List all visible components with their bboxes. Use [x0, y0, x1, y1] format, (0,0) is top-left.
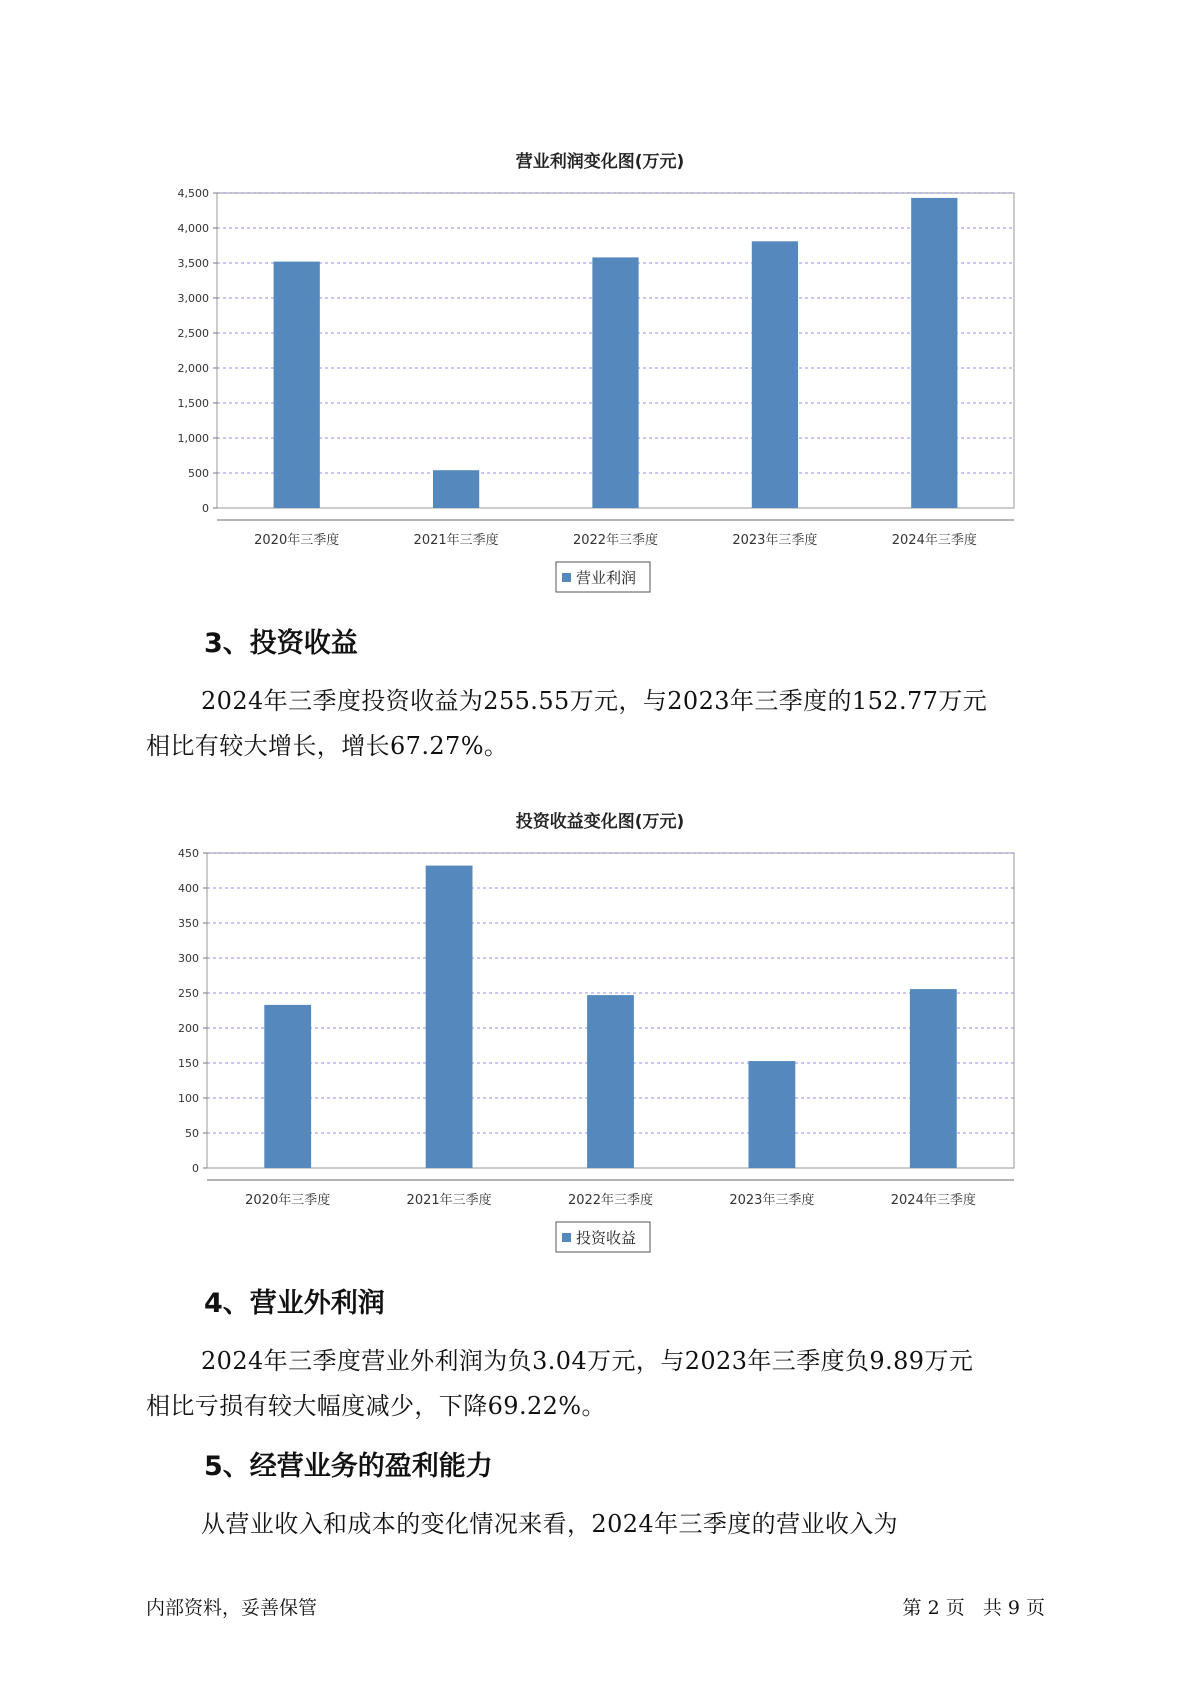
y-tick-label: 1,500 [177, 397, 209, 410]
legend-label: 投资收益 [576, 1229, 637, 1247]
paragraph-line: 相比有较大增长，增长67.27%。 [146, 732, 509, 760]
paragraph-line: 从营业收入和成本的变化情况来看，2024年三季度的营业收入为 [201, 1510, 899, 1538]
profitability-paragraph [146, 1502, 1046, 1547]
y-tick-label: 150 [178, 1057, 199, 1070]
bar [433, 470, 479, 508]
bar [587, 995, 634, 1168]
y-tick-label: 300 [178, 952, 199, 965]
y-tick-label: 2,500 [177, 327, 209, 340]
operating-profit-chart-svg [0, 140, 1191, 595]
x-tick-label: 2020年三季度 [254, 533, 340, 548]
x-tick-label: 2024年三季度 [891, 533, 977, 548]
bar [910, 989, 957, 1168]
y-tick-label: 3,500 [177, 257, 209, 270]
investment-income-chart-svg [0, 800, 1191, 1255]
y-tick-label: 2,000 [177, 362, 209, 375]
bar [752, 241, 798, 508]
x-tick-label: 2023年三季度 [729, 1193, 815, 1208]
bar [748, 1061, 795, 1168]
investment-income-chart [0, 800, 1191, 1255]
bar [264, 1005, 311, 1168]
x-tick-label: 2021年三季度 [406, 1193, 492, 1208]
legend-swatch [562, 1233, 571, 1242]
non-operating-profit-paragraph [146, 1339, 1046, 1429]
y-tick-label: 3,000 [177, 292, 209, 305]
y-tick-label: 1,000 [177, 432, 209, 445]
bar [911, 198, 957, 508]
y-tick-label: 400 [178, 882, 199, 895]
y-tick-label: 500 [188, 467, 209, 480]
y-tick-label: 200 [178, 1022, 199, 1035]
y-tick-label: 100 [178, 1092, 199, 1105]
chart-title: 投资收益变化图(万元) [515, 812, 685, 832]
section-heading-profitability: 5、经营业务的盈利能力 [204, 1451, 493, 1482]
y-tick-label: 0 [202, 502, 209, 515]
footer-page-number: 第 2 页 共 9 页 [902, 1597, 1045, 1619]
legend-swatch [562, 573, 571, 582]
x-tick-label: 2023年三季度 [732, 533, 818, 548]
x-tick-label: 2021年三季度 [413, 533, 499, 548]
investment-income-paragraph [146, 679, 1046, 769]
paragraph-line: 相比亏损有较大幅度减少，下降69.22%。 [146, 1392, 606, 1420]
y-tick-label: 450 [178, 847, 199, 860]
y-tick-label: 50 [185, 1127, 199, 1140]
y-tick-label: 4,000 [177, 222, 209, 235]
section-heading-non-operating-profit: 4、营业外利润 [204, 1288, 385, 1319]
paragraph-line: 2024年三季度营业外利润为负3.04万元，与2023年三季度负9.89万元 [201, 1347, 974, 1375]
y-tick-label: 0 [192, 1162, 199, 1175]
paragraph-line: 2024年三季度投资收益为255.55万元，与2023年三季度的152.77万元 [201, 687, 988, 715]
bar [426, 866, 473, 1168]
x-tick-label: 2024年三季度 [890, 1193, 976, 1208]
bar [592, 257, 638, 508]
section-heading-investment-income: 3、投资收益 [204, 628, 358, 659]
bar [274, 262, 320, 508]
operating-profit-chart [0, 140, 1191, 595]
x-tick-label: 2022年三季度 [572, 533, 659, 548]
y-tick-label: 250 [178, 987, 199, 1000]
footer-confidential-note: 内部资料，妥善保管 [146, 1597, 318, 1619]
chart-title: 营业利润变化图(万元) [515, 152, 685, 172]
x-tick-label: 2022年三季度 [567, 1193, 654, 1208]
y-tick-label: 4,500 [177, 187, 209, 200]
y-tick-label: 350 [178, 917, 199, 930]
x-tick-label: 2020年三季度 [245, 1193, 331, 1208]
legend-label: 营业利润 [576, 569, 637, 587]
